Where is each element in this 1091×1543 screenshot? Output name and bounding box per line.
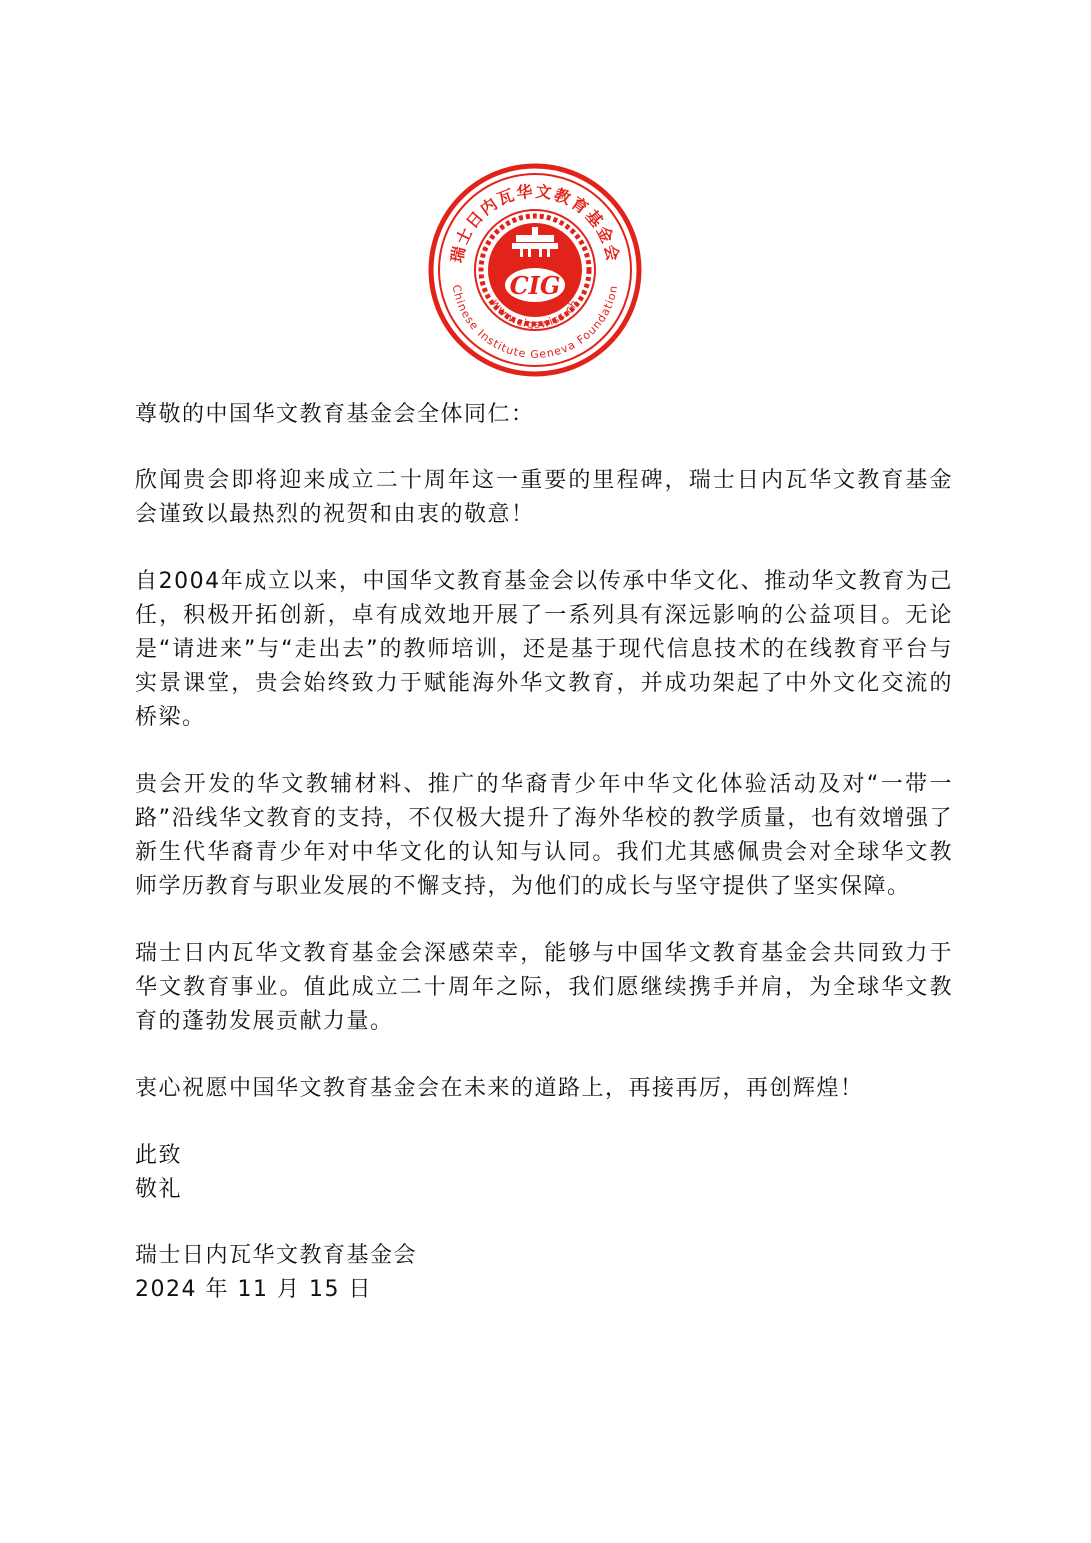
letter-body	[135, 398, 953, 1307]
closing-line-1: 此致	[135, 1143, 183, 1168]
paragraph-4: 瑞士日内瓦华文教育基金会深感荣幸，能够与中国华文教育基金会共同致力于华文教育事业。值此成立二十周年之际，我们愿继续携手并肩，为全球华文教育的蓬勃发展贡献力量。	[135, 941, 953, 1034]
signature-date: 2024 年 11 月 15 日	[135, 1277, 372, 1302]
paragraph-5: 衷心祝愿中国华文教育基金会在未来的道路上，再接再厉，再创辉煌！	[135, 1076, 864, 1101]
signature-organization: 瑞士日内瓦华文教育基金会	[135, 1243, 418, 1268]
paragraph-3: 贵会开发的华文教辅材料、推广的华裔青少年中华文化体验活动及对“一带一路”沿线华文教育的支持，不仅极大提升了海外华校的教学质量，也有效增强了新生代华裔青少年对中华文化的认知与认同。我们尤其感佩贵会对全球华文教师学历教育与职业发展的不懈支持，为他们的成长与坚守提供了坚实保障。	[135, 772, 953, 899]
seal-chinese-name: 瑞士日内瓦华文教育基金会	[447, 181, 623, 265]
paragraph-2: 自2004年成立以来，中国华文教育基金会以传承中华文化、推动华文教育为己任，积极开拓创新，卓有成效地开展了一系列具有深远影响的公益项目。无论是“请进来”与“走出去”的教师培训，还是基于现代信息技术的在线教育平台与实景课堂，贵会始终致力于赋能海外华文教育，并成功架起了中外文化交流的桥梁。	[135, 569, 953, 730]
seal-english-name: Chinese Institute Geneva Foundation	[449, 283, 621, 361]
seal-url: www.cigswiss.ch	[488, 296, 582, 332]
seal-monogram: CIG	[509, 271, 561, 300]
paragraph-1: 欣闻贵会即将迎来成立二十周年这一重要的里程碑，瑞士日内瓦华文教育基金会谨致以最热烈的祝贺和由衷的敬意！	[135, 468, 953, 527]
foundation-seal-logo	[428, 163, 642, 377]
closing-line-2: 敬礼	[135, 1177, 183, 1202]
salutation: 尊敬的中国华文教育基金会全体同仁：	[135, 402, 535, 427]
